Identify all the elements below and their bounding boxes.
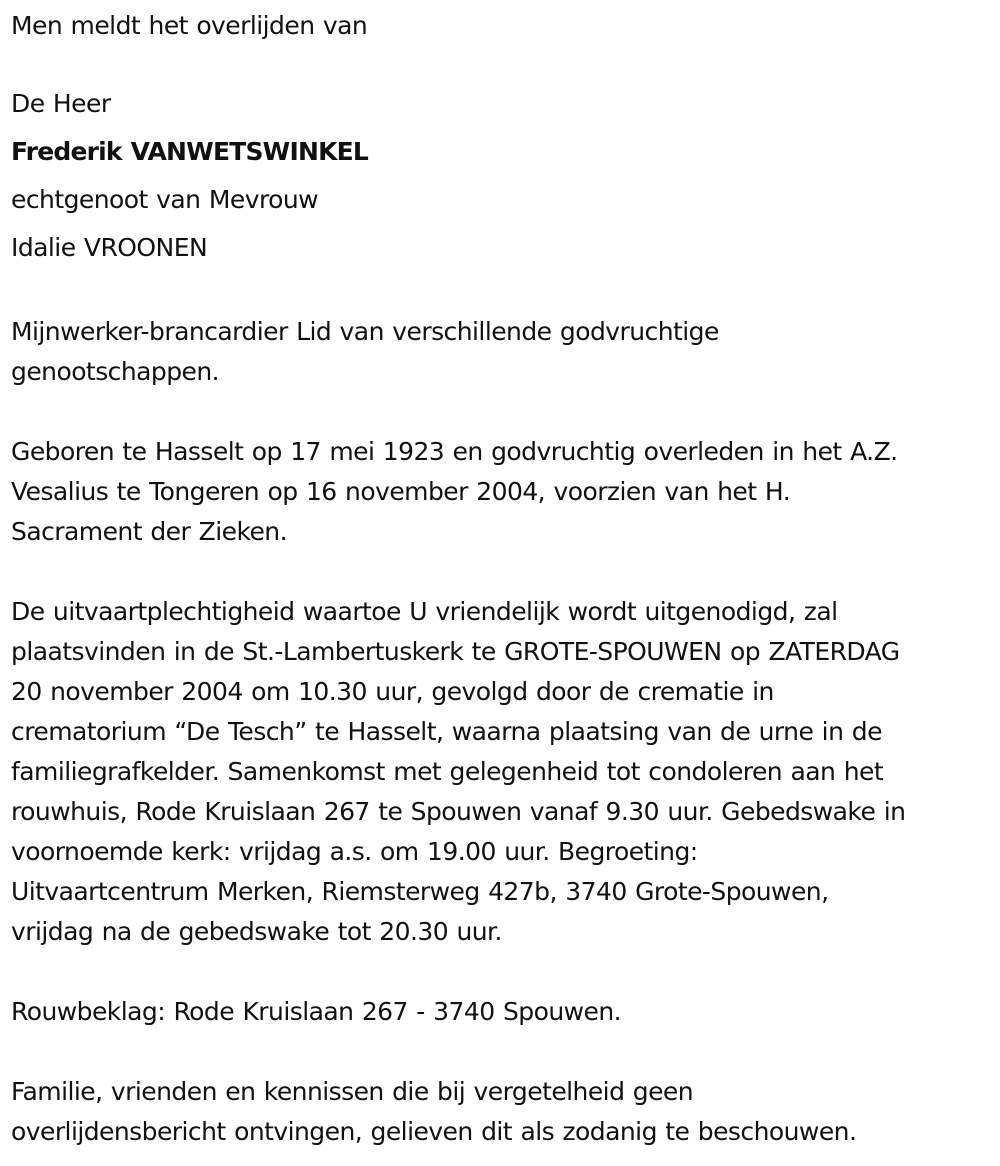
funeral-paragraph: [11, 592, 991, 952]
spouse-name: Idalie VROONEN: [11, 233, 208, 262]
occupation-paragraph: [11, 312, 991, 392]
paragraph-line: Vesalius te Tongeren op 16 november 2004, voorzien van het H.: [11, 477, 791, 506]
birth-death-paragraph: [11, 432, 991, 552]
deceased-block: [11, 80, 991, 272]
paragraph-line: Mijnwerker-brancardier Lid van verschillende godvruchtige: [11, 317, 719, 346]
deceased-name: Frederik VANWETSWINKEL: [11, 137, 369, 166]
paragraph-line: familiegrafkelder. Samenkomst met gelegenheid tot condoleren aan het: [11, 757, 884, 786]
title-text: De Heer: [11, 89, 111, 118]
mourning-paragraph: [11, 992, 991, 1032]
paragraph-line: Familie, vrienden en kennissen die bij vergetelheid geen: [11, 1077, 694, 1106]
paragraph-line: Geboren te Hasselt op 17 mei 1923 en godvruchtig overleden in het A.Z.: [11, 437, 898, 466]
paragraph-line: vrijdag na de gebedswake tot 20.30 uur.: [11, 917, 502, 946]
closing-paragraph: [11, 1072, 991, 1152]
paragraph-line: overlijdensbericht ontvingen, gelieven dit als zodanig te beschouwen.: [11, 1117, 857, 1146]
paragraph-line: De uitvaartplechtigheid waartoe U vriendelijk wordt uitgenodigd, zal: [11, 597, 838, 626]
paragraph-line: rouwhuis, Rode Kruislaan 267 te Spouwen vanaf 9.30 uur. Gebedswake in: [11, 797, 906, 826]
mourning-address: Rouwbeklag: Rode Kruislaan 267 - 3740 Spouwen.: [11, 997, 622, 1026]
paragraph-line: genootschappen.: [11, 357, 220, 386]
paragraph-line: Sacrament der Zieken.: [11, 517, 287, 546]
intro-text: Men meldt het overlijden van: [11, 11, 368, 40]
paragraph-line: Uitvaartcentrum Merken, Riemsterweg 427b, 3740 Grote-Spouwen,: [11, 877, 829, 906]
paragraph-line: 20 november 2004 om 10.30 uur, gevolgd door de crematie in: [11, 677, 774, 706]
paragraph-line: voornoemde kerk: vrijdag a.s. om 19.00 uur. Begroeting:: [11, 837, 698, 866]
obituary-notice: [11, 0, 991, 1152]
relation-text: echtgenoot van Mevrouw: [11, 185, 319, 214]
paragraph-line: plaatsvinden in de St.-Lambertuskerk te GROTE-SPOUWEN op ZATERDAG: [11, 637, 900, 666]
paragraph-line: crematorium “De Tesch” te Hasselt, waarna plaatsing van de urne in de: [11, 717, 882, 746]
